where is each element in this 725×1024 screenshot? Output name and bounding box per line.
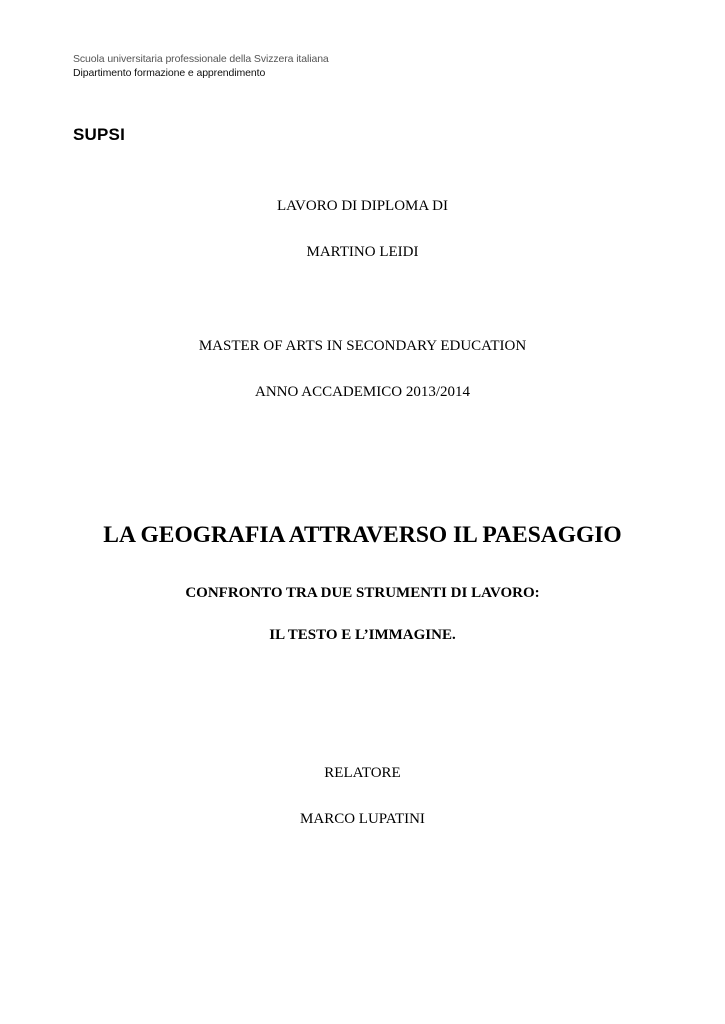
thesis-subtitle-line-2: IL TESTO E L’IMMAGINE. <box>269 627 456 643</box>
supervisor-name: MARCO LUPATINI <box>300 811 425 827</box>
school-name: Scuola universitaria professionale della Svizzera italiana <box>73 53 329 65</box>
author-name: MARTINO LEIDI <box>306 244 419 260</box>
program-name: MASTER OF ARTS IN SECONDARY EDUCATION <box>198 338 527 354</box>
academic-year: ANNO ACCADEMICO 2013/2014 <box>254 384 470 400</box>
department-name: Dipartimento formazione e apprendimento <box>73 67 266 79</box>
institution-header <box>73 52 329 80</box>
supsi-logo: SUPSI <box>73 125 126 144</box>
thesis-type: LAVORO DI DIPLOMA DI <box>277 198 448 214</box>
thesis-subtitle-line-1: CONFRONTO TRA DUE STRUMENTI DI LAVORO: <box>185 585 540 601</box>
supervisor-label: RELATORE <box>324 765 401 781</box>
thesis-title: LA GEOGRAFIA ATTRAVERSO IL PAESAGGIO <box>103 522 622 548</box>
